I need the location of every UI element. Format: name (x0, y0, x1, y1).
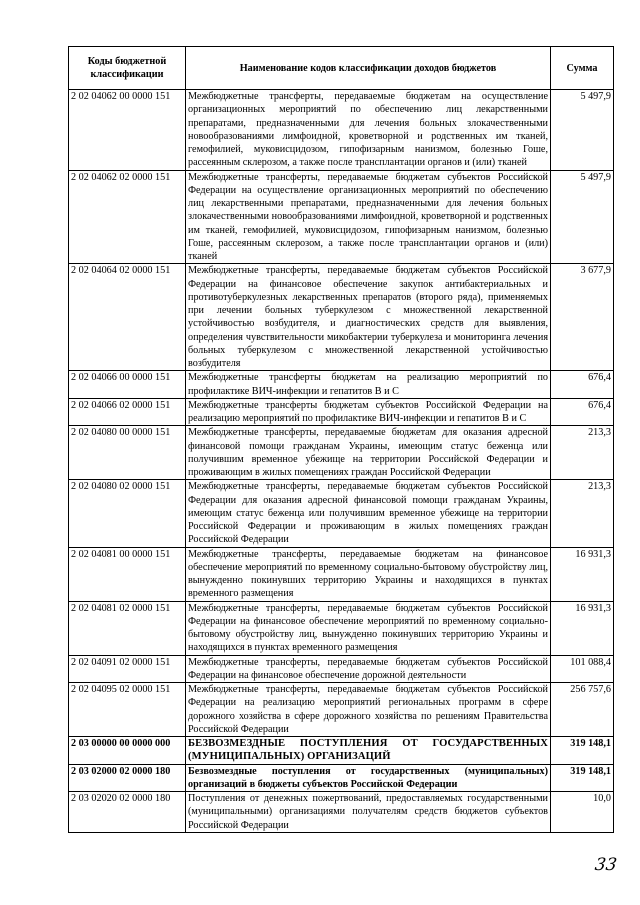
row-code: 2 02 04081 02 0000 151 (69, 601, 186, 655)
header-sum: Сумма (551, 47, 614, 90)
row-code: 2 03 00000 00 0000 000 (69, 737, 186, 765)
row-code: 2 02 04064 02 0000 151 (69, 264, 186, 371)
row-name: Межбюджетные трансферты, передаваемые бюджетам субъектов Российской Федерации для оказания адресной финансовой помощи гражданам Украины, имеющим статус беженца или получившим временное убежище на территории Российской Федерации и проживающим в жилых помещениях граждан Российской Федерации (186, 480, 551, 547)
row-name: Межбюджетные трансферты бюджетам на реализацию мероприятий по профилактике ВИЧ-инфекции и гепатитов B и C (186, 371, 551, 399)
row-code: 2 02 04091 02 0000 151 (69, 655, 186, 683)
row-sum: 5 497,9 (551, 90, 614, 171)
row-code: 2 02 04062 02 0000 151 (69, 170, 186, 264)
table-row (69, 764, 614, 792)
row-sum: 319 148,1 (551, 764, 614, 792)
row-name: Межбюджетные трансферты, передаваемые бюджетам для оказания адресной финансовой помощи гражданам Украины, имеющим статус беженца или получившим временное убежище на территории Российской Федерации и проживающим в жилых помещениях граждан Российской Федерации (186, 426, 551, 480)
table-row (69, 426, 614, 480)
row-code: 2 02 04066 02 0000 151 (69, 398, 186, 426)
table-row (69, 398, 614, 426)
row-name: Межбюджетные трансферты бюджетам субъектов Российской Федерации на реализацию мероприятий по профилактике ВИЧ-инфекции и гепатитов B и C (186, 398, 551, 426)
row-sum: 319 148,1 (551, 737, 614, 765)
table-row (69, 655, 614, 683)
row-sum: 213,3 (551, 426, 614, 480)
row-code: 2 02 04095 02 0000 151 (69, 683, 186, 737)
page-number: 33 (593, 855, 619, 875)
table-row (69, 547, 614, 601)
table-row (69, 683, 614, 737)
table-row (69, 792, 614, 833)
row-name: БЕЗВОЗМЕЗДНЫЕ ПОСТУПЛЕНИЯ ОТ ГОСУДАРСТВЕННЫХ (МУНИЦИПАЛЬНЫХ) ОРГАНИЗАЦИЙ (186, 737, 551, 765)
row-name: Межбюджетные трансферты, передаваемые бюджетам субъектов Российской Федерации на осуществление организационных мероприятий по обеспечению лиц лекарственными препаратами, предназначенными для лечения больных злокачественными новообразованиями лимфоидной, кроветворной и родственных им тканей, гемофилией, муковисцидозом, гипофизарным нанизмом, болезнью Гоше, рассеянным склерозом, а также после трансплантации органов и (или) тканей (186, 170, 551, 264)
row-code: 2 03 02020 02 0000 180 (69, 792, 186, 833)
row-name: Поступления от денежных пожертвований, предоставляемых государственными (муниципальными) организациями получателям средств бюджетов субъектов Российской Федерации (186, 792, 551, 833)
row-sum: 676,4 (551, 398, 614, 426)
header-code: Коды бюджетной классификации (69, 47, 186, 90)
row-code: 2 02 04080 02 0000 151 (69, 480, 186, 547)
row-code: 2 02 04062 00 0000 151 (69, 90, 186, 171)
row-sum: 16 931,3 (551, 601, 614, 655)
row-code: 2 02 04081 00 0000 151 (69, 547, 186, 601)
table-row (69, 601, 614, 655)
row-sum: 256 757,6 (551, 683, 614, 737)
header-name: Наименование кодов классификации доходов бюджетов (186, 47, 551, 90)
row-name: Межбюджетные трансферты, передаваемые бюджетам субъектов Российской Федерации на финансовое обеспечение закупок антибактериальных и противотуберкулезных лекарственных препаратов (второго ряда), применяемых при лечении больных туберкулезом с множественной лекарственной устойчивостью возбудителя, и диагностических средств для выявления, определения чувствительности микобактерии туберкулеза и мониторинга лечения больных туберкулезом с множественной лекарственной устойчивостью возбудителя (186, 264, 551, 371)
table-row (69, 371, 614, 399)
row-name: Межбюджетные трансферты, передаваемые бюджетам субъектов Российской Федерации на финансовое обеспечение дорожной деятельности (186, 655, 551, 683)
budget-classification-table (68, 46, 614, 833)
row-name: Межбюджетные трансферты, передаваемые бюджетам субъектов Российской Федерации на реализацию мероприятий региональных программ в сфере дорожного хозяйства в сфере дорожного хозяйства по решениям Правительства Российской Федерации (186, 683, 551, 737)
row-code: 2 02 04066 00 0000 151 (69, 371, 186, 399)
row-name: Безвозмездные поступления от государственных (муниципальных) организаций в бюджеты субъектов Российской Федерации (186, 764, 551, 792)
row-sum: 5 497,9 (551, 170, 614, 264)
row-name: Межбюджетные трансферты, передаваемые бюджетам на осуществление организационных мероприятий по обеспечению лиц лекарственными препаратами, предназначенными для лечения больных злокачественными новообразованиями лимфоидной, кроветворной и родственных им тканей, гемофилией, муковисцидозом, гипофизарным нанизмом, болезнью Гоше, рассеянным склерозом, а также после трансплантации органов и (или) тканей (186, 90, 551, 171)
row-sum: 101 088,4 (551, 655, 614, 683)
row-code: 2 03 02000 02 0000 180 (69, 764, 186, 792)
row-sum: 3 677,9 (551, 264, 614, 371)
row-sum: 213,3 (551, 480, 614, 547)
row-sum: 10,0 (551, 792, 614, 833)
table-row (69, 170, 614, 264)
row-code: 2 02 04080 00 0000 151 (69, 426, 186, 480)
table-header-row (69, 47, 614, 90)
table-row (69, 480, 614, 547)
table-row (69, 737, 614, 765)
row-sum: 676,4 (551, 371, 614, 399)
table-row (69, 264, 614, 371)
row-name: Межбюджетные трансферты, передаваемые бюджетам на финансовое обеспечение мероприятий по временному социально-бытовому обустройству лиц, вынужденно покинувших территорию Украины и находящихся в пунктах временного размещения (186, 547, 551, 601)
row-sum: 16 931,3 (551, 547, 614, 601)
table-row (69, 90, 614, 171)
row-name: Межбюджетные трансферты, передаваемые бюджетам субъектов Российской Федерации на финансовое обеспечение мероприятий по временному социально-бытовому обустройству лиц, вынужденно покинувших территорию Украины и находящихся в пунктах временного размещения (186, 601, 551, 655)
